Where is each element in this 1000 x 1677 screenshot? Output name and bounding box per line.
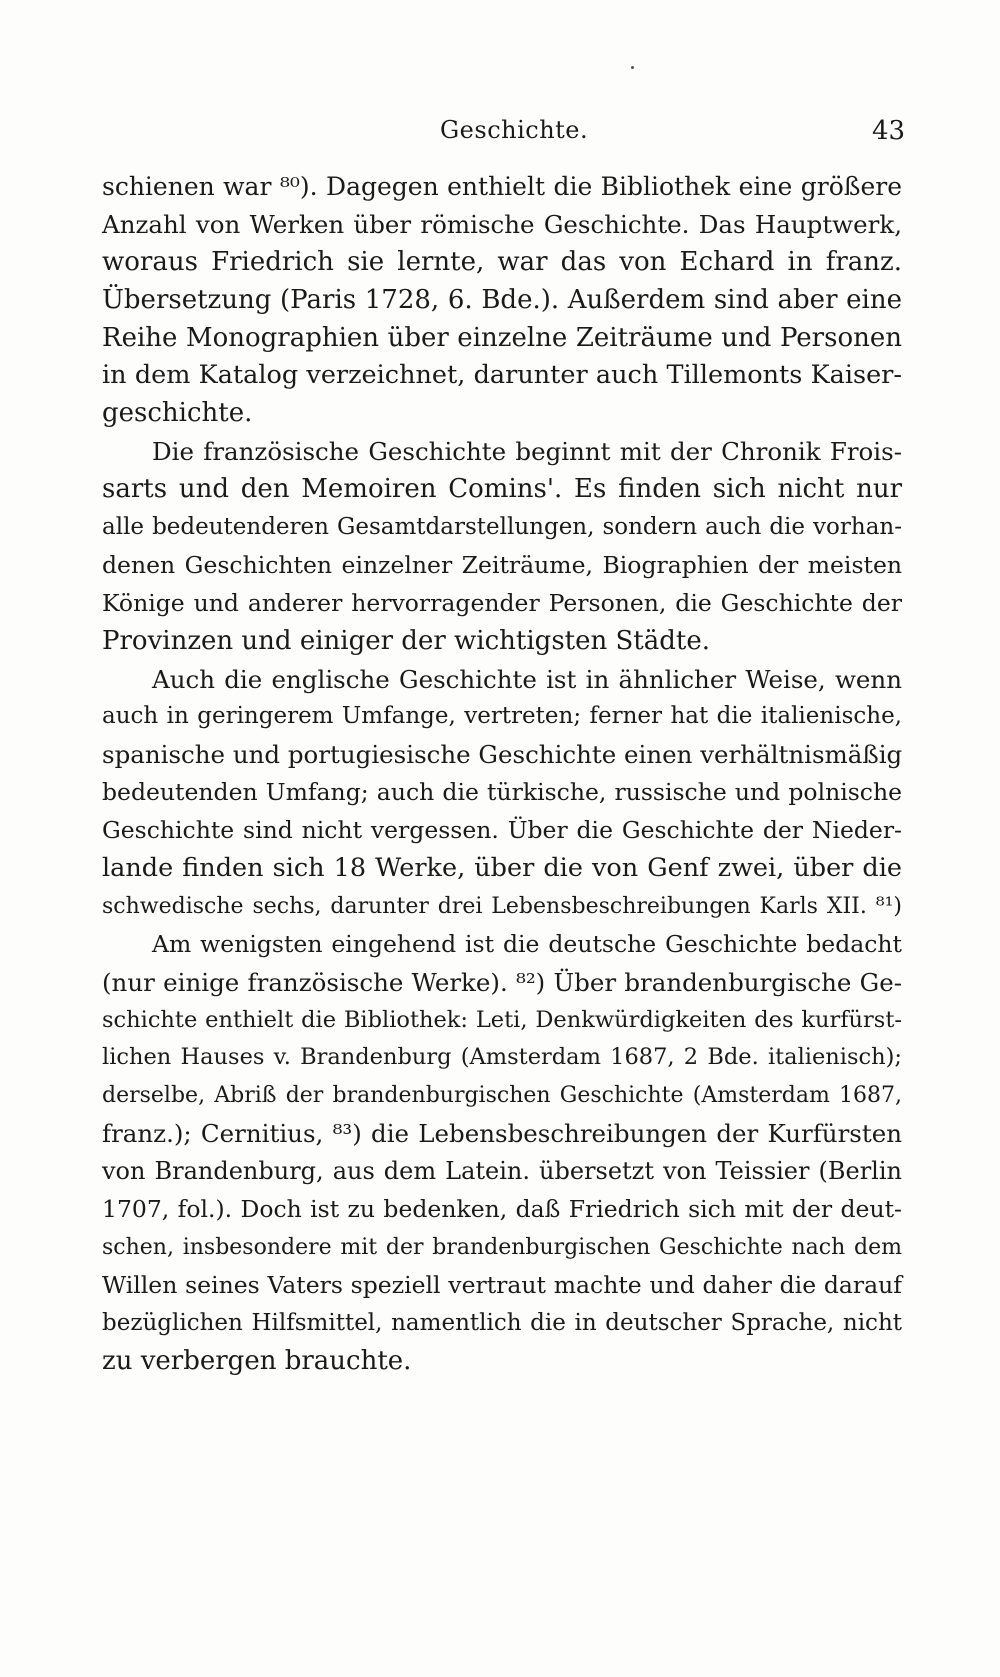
text-line: geschichte. (102, 398, 253, 429)
text-line: 1707, fol.). Doch ist zu bedenken, daß Friedrich sich mit der deut- (102, 1195, 902, 1224)
text-line: Reihe Monographien über einzelne Zeiträume und Personen (102, 322, 902, 353)
page-number: 43 (872, 116, 906, 146)
text-line: sarts und den Memoiren Comins'. Es finden sich nicht nur (102, 474, 902, 505)
text-line: schen, insbesondere mit der brandenburgischen Geschichte nach dem (102, 1234, 902, 1260)
text-line: Geschichte sind nicht vergessen. Über die Geschichte der Nieder- (102, 816, 902, 845)
text-line: franz.); Cernitius, ⁸³) die Lebensbeschreibungen der Kurfürsten (102, 1119, 902, 1149)
text-line: Übersetzung (Paris 1728, 6. Bde.). Außerdem sind aber eine (102, 284, 902, 315)
text-line: Könige und anderer hervorragender Personen, die Geschichte der (102, 588, 902, 617)
page-header (0, 110, 1000, 150)
text-line: denen Geschichten einzelner Zeiträume, Biographien der meisten (102, 550, 902, 579)
text-line: schienen war ⁸⁰). Dagegen enthielt die Bibliothek eine größere (102, 172, 902, 201)
text-line: zu verbergen brauchte. (102, 1345, 412, 1376)
text-line: woraus Friedrich sie lernte, war das von Echard in franz. (102, 246, 902, 277)
text-line: alle bedeutenderen Gesamtdarstellungen, sondern auch die vorhan- (102, 514, 902, 541)
body-text (102, 168, 902, 1381)
text-line: schichte enthielt die Bibliothek: Leti, Denkwürdigkeiten des kurfürst- (102, 1006, 902, 1033)
text-line: Die französische Geschichte beginnt mit der Chronik Frois- (152, 437, 902, 467)
text-line: auch in geringerem Umfange, vertreten; ferner hat die italienische, (102, 703, 902, 730)
running-head: Geschichte. (440, 116, 589, 144)
text-line: (nur einige französische Werke). ⁸²) Über brandenburgische Ge- (102, 967, 902, 997)
text-line: lichen Hauses v. Brandenburg (Amsterdam 1687, 2 Bde. italienisch); (102, 1044, 902, 1071)
text-line: derselbe, Abriß der brandenburgischen Geschichte (Amsterdam 1687, (102, 1083, 902, 1109)
text-line: lande finden sich 18 Werke, über die von Genf zwei, über die (102, 853, 902, 884)
text-line: Provinzen und einiger der wichtigsten Städte. (102, 625, 711, 656)
text-line: spanische und portugiesische Geschichte einen verhältnismäßig (102, 740, 903, 770)
text-line: schwedische sechs, darunter drei Lebensbeschreibungen Karls XII. ⁸¹) (102, 893, 902, 919)
text-line: Willen seines Vaters speziell vertraut machte und daher die darauf (102, 1270, 902, 1299)
text-line: Auch die englische Geschichte ist in ähnlicher Weise, wenn (152, 664, 902, 694)
text-line: in dem Katalog verzeichnet, darunter auch Tillemonts Kaiser- (102, 360, 902, 391)
text-line: bezüglichen Hilfsmittel, namentlich die in deutscher Sprache, nicht (102, 1309, 902, 1336)
text-line: Am wenigsten eingehend ist die deutsche Geschichte bedacht (152, 929, 902, 958)
scan-speck (631, 66, 634, 69)
text-line: von Brandenburg, aus dem Latein. übersetzt von Teissier (Berlin (102, 1157, 902, 1186)
text-line: bedeutenden Umfang; auch die türkische, russische und polnische (102, 778, 902, 807)
text-line: Anzahl von Werken über römische Geschichte. Das Hauptwerk, (102, 209, 902, 239)
